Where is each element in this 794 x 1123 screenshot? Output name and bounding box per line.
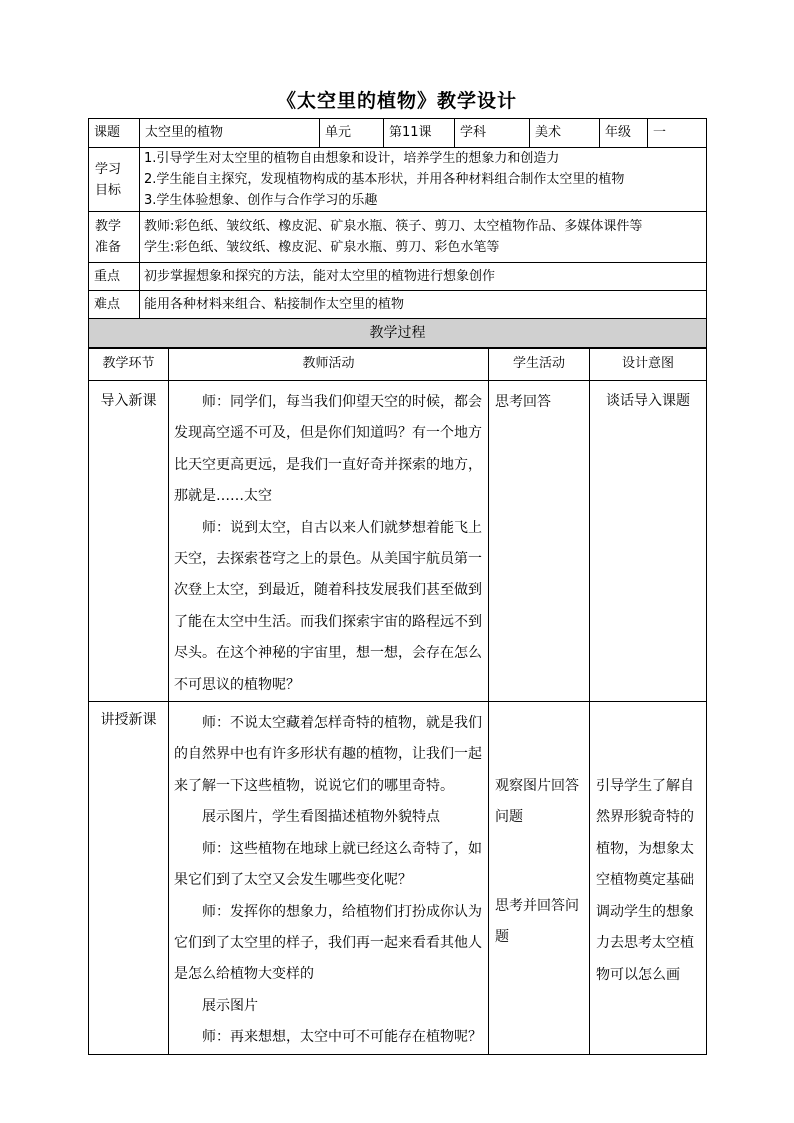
column-stage: 教学环节 [89, 348, 169, 381]
key-point-row [89, 263, 707, 291]
teacher-paragraph: 师：说到太空，自古以来人们就梦想着能飞上天空，去探索苍穹之上的景色。从美国宇航员第一次登上太空，到最近，随着科技发展我们甚至做到了能在太空中生活。而我们探索宇宙的路程远不到尽头。在这个神秘的宇宙里，想一想，会存在怎么不可思议的植物呢？ [174, 519, 482, 693]
difficulty-label: 难点 [89, 291, 140, 319]
teacher-paragraph: 师：不说太空藏着怎样奇特的植物，就是我们的自然界中也有许多形状有趣的植物，让我们一起来了解一下这些植物，说说它们的哪里奇特。 [174, 715, 482, 794]
goals-row [89, 148, 707, 212]
unit-value: 第11课 [384, 119, 455, 148]
column-teacher: 教师活动 [169, 348, 489, 381]
prep-label [89, 212, 140, 263]
student-activity-intro: 思考回答 [489, 381, 590, 702]
student-activity-1: 观察图片回答问题 [495, 778, 579, 826]
course-row [89, 119, 707, 148]
student-activity-teaching [489, 702, 590, 1054]
key-point-label: 重点 [89, 263, 140, 291]
column-student: 学生活动 [489, 348, 590, 381]
process-row-intro [89, 381, 707, 702]
teacher-paragraph: 师：再来想想，太空中可不可能存在植物呢？ [202, 1029, 482, 1046]
spacer [495, 834, 584, 891]
teacher-activity-teaching [169, 702, 489, 1054]
goal-item: 3.学生体验想象、创作与合作学习的乐趣 [144, 193, 378, 208]
goals-content [140, 148, 707, 212]
process-header-row [89, 319, 707, 349]
teacher-paragraph: 师：这些植物在地球上就已经这么奇特了，如果它们到了太空又会发生哪些变化呢？ [174, 840, 482, 889]
column-intent: 设计意图 [590, 348, 707, 381]
prep-label-line-2: 准备 [95, 240, 122, 255]
process-columns-row [89, 348, 707, 381]
lesson-info-table [88, 118, 707, 349]
goals-label-line-2: 目标 [95, 182, 122, 198]
difficulty-value: 能用各种材料来组合、粘接制作太空里的植物 [140, 291, 707, 319]
goals-label-line-1: 学习 [95, 161, 122, 177]
difficulty-row [89, 291, 707, 319]
process-header: 教学过程 [89, 319, 707, 349]
spacer [495, 708, 584, 771]
process-table [88, 347, 707, 1055]
course-value: 太空里的植物 [140, 119, 320, 148]
prep-content [140, 212, 707, 263]
grade-value: 一 [648, 119, 707, 148]
teacher-paragraph: 展示图片 [202, 997, 258, 1014]
goals-label [89, 148, 140, 212]
prep-label-line-1: 教学 [95, 219, 122, 234]
intent-intro: 谈话导入课题 [590, 381, 707, 702]
subject-value: 美术 [530, 119, 600, 148]
stage-intro: 导入新课 [89, 381, 169, 702]
prep-row [89, 212, 707, 263]
teacher-activity-intro [169, 381, 489, 702]
grade-label: 年级 [600, 119, 648, 148]
process-row-teaching [89, 702, 707, 1054]
teacher-paragraph: 师：同学们，每当我们仰望天空的时候，都会发现高空遥不可及，但是你们知道吗？有一个地方比天空更高更远，是我们一直好奇并探索的地方，那就是……太空 [174, 394, 482, 505]
course-label: 课题 [89, 119, 140, 148]
document-title: 《太空里的植物》教学设计 [276, 90, 517, 112]
prep-student: 学生:彩色纸、皱纹纸、橡皮泥、矿泉水瓶、剪刀、彩色水笔等 [144, 240, 500, 255]
unit-label: 单元 [320, 119, 384, 148]
prep-teacher: 教师:彩色纸、皱纹纸、橡皮泥、矿泉水瓶、筷子、剪刀、太空植物作品、多媒体课件等 [144, 219, 643, 234]
intent-text: 引导学生了解自然界形貌奇特的植物，为想象太空植物奠定基础调动学生的想象力去思考太空植物可以怎么画 [596, 778, 694, 983]
student-activity-2: 思考并回答问题 [495, 897, 579, 946]
stage-teaching: 讲授新课 [89, 702, 169, 1054]
spacer [596, 708, 701, 771]
goal-item: 1.引导学生对太空里的植物自由想象和设计，培养学生的想象力和创造力 [144, 151, 560, 166]
teacher-paragraph: 展示图片，学生看图描述植物外貌特点 [202, 809, 440, 826]
teacher-paragraph: 师：发挥你的想象力，给植物们打扮成你认为它们到了太空里的样子，我们再一起来看看其他人是怎么给植物大变样的 [174, 903, 482, 983]
key-point-value: 初步掌握想象和探究的方法，能对太空里的植物进行想象创作 [140, 263, 707, 291]
subject-label: 学科 [455, 119, 530, 148]
intent-teaching [590, 702, 707, 1054]
goal-item: 2.学生能自主探究，发现植物构成的基本形状，并用各种材料组合制作太空里的植物 [144, 172, 625, 187]
